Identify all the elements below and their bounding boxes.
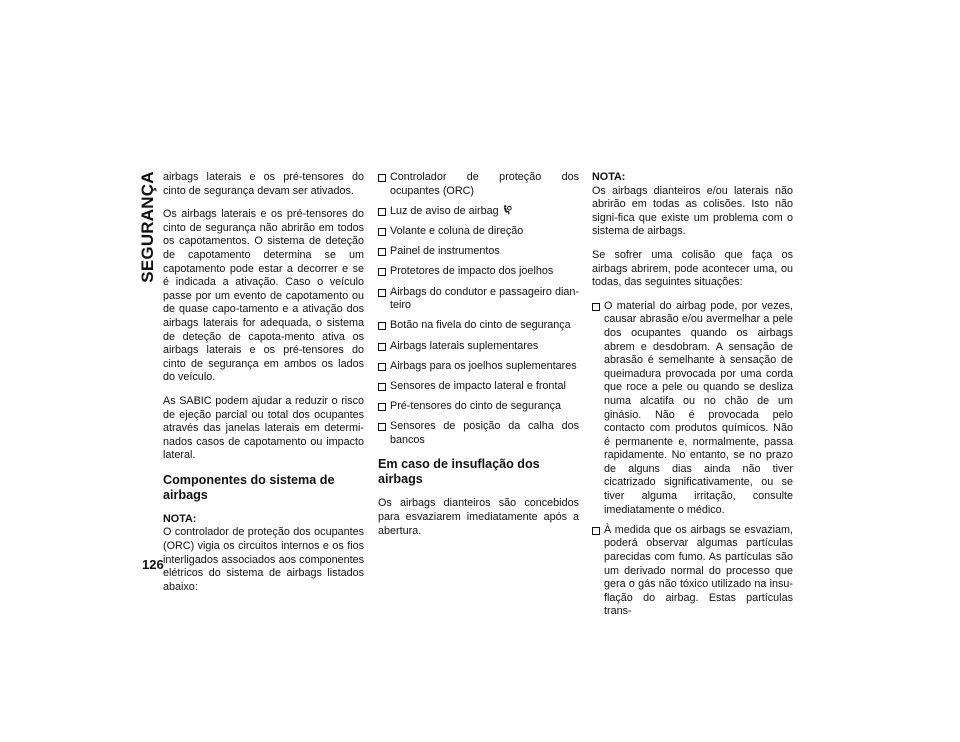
list-item: Sensores de impacto lateral e frontal xyxy=(378,380,579,394)
list-item: Protetores de impacto dos joelhos xyxy=(378,265,579,279)
list-item: O material do airbag pode, por vezes, causar abrasão e/ou avermelhar a pele dos ocupantes quando os airbags abrem e desdobram. A sensação de abrasão é semelhante à sensação de queimadura provocada por uma corda que roce a pele ou quando se desliza numa alcatifa ou no chão de um ginásio. Não é provocada pelo contacto com produtos químicos. Não é permanente e, normalmente, passa rapidamente. No entanto, se no prazo de alguns dias ainda não tiver cicatrizado significativamente, ou se tiver alguma irritação, consulte imediatamente o médico. xyxy=(592,300,793,518)
note-label: NOTA: xyxy=(592,171,626,183)
section-heading: Componentes do sistema de airbags xyxy=(163,472,335,502)
situations-list xyxy=(592,300,793,619)
bullet-box-icon xyxy=(378,363,386,371)
paragraph: airbags laterais e os pré-tensores do cinto de segurança devam ser ativados. xyxy=(163,171,364,197)
list-item: Pré-tensores do cinto de segurança xyxy=(378,400,579,414)
list-item: Airbags laterais suplementares xyxy=(378,340,579,354)
bullet-box-icon xyxy=(378,322,386,330)
list-item: Botão na fivela do cinto de segurança xyxy=(378,319,579,333)
list-item: Airbags do condutor e passageiro dian-teiro xyxy=(378,286,579,313)
paragraph: Os airbags dianteiros são concebidos para esvaziarem imediatamente após a abertura. xyxy=(378,497,579,537)
note-text: Os airbags dianteiros e/ou laterais não abrirão em todas as colisões. Isto não signi-fica que existe um problema com o sistema de airbags. xyxy=(592,184,793,238)
note xyxy=(163,513,364,595)
note-label: NOTA: xyxy=(163,512,197,525)
bullet-box-icon xyxy=(592,303,600,311)
list-item: Airbags para os joelhos suplementares xyxy=(378,360,579,374)
list-item: Painel de instrumentos xyxy=(378,245,579,259)
column-2 xyxy=(378,171,579,548)
bullet-box-icon xyxy=(378,174,386,182)
bullet-box-icon xyxy=(378,268,386,276)
bullet-box-icon xyxy=(378,208,386,216)
bullet-box-icon xyxy=(378,403,386,411)
list-item: À medida que os airbags se esvaziam, poderá observar algumas partículas parecidas com fumo. As partículas são um derivado normal do processo que gera o gás não tóxico utilizado na insu-flação do airbag. Estas partículas trans- xyxy=(592,524,793,619)
note xyxy=(592,171,793,239)
section-heading: Em caso de insuflação dos airbags xyxy=(378,457,540,487)
bullet-box-icon xyxy=(378,248,386,256)
list-item: Volante e coluna de direção xyxy=(378,225,579,239)
paragraph: Os airbags laterais e os pré-tensores do cinto de segurança não abrirão em todos os capotamentos. O sistema de deteção de capotamento determina se um capotamento pode estar a decorrer e se é indicada a ativação. Caso o veículo passe por um evento de capotamento ou de quase capo-tamento e a ativação dos airbags laterais for adequada, o sistema de deteção de capota-mento ativa os airbags laterais e os pré-tensores do cinto de segurança em ambos os lados do veículo. xyxy=(163,208,364,384)
bullet-box-icon xyxy=(378,289,386,297)
paragraph: As SABIC podem ajudar a reduzir o risco de ejeção parcial ou total dos ocupantes através das janelas laterais em determi-nados casos de capotamento ou impacto lateral. xyxy=(163,394,364,462)
bullet-box-icon xyxy=(378,423,386,431)
bullet-box-icon xyxy=(378,343,386,351)
note-text: O controlador de proteção dos ocupantes (ORC) vigia os circuitos internos e os fios interligados associados aos componentes elétricos do sistema de airbags listados abaixo: xyxy=(163,526,364,593)
column-1 xyxy=(163,171,364,604)
list-item: Luz de aviso de airbag xyxy=(378,205,579,219)
list-item: Controlador de proteção dos ocupantes (ORC) xyxy=(378,171,579,198)
page-number: 126 xyxy=(142,557,164,572)
bullet-box-icon xyxy=(378,383,386,391)
section-tab-label: SEGURANÇA xyxy=(138,171,157,283)
bullet-box-icon xyxy=(378,228,386,236)
airbag-warning-icon xyxy=(502,205,512,215)
column-3 xyxy=(592,171,793,629)
components-list xyxy=(378,171,579,447)
bullet-box-icon xyxy=(592,527,600,535)
paragraph: Se sofrer uma colisão que faça os airbags abrirem, pode acontecer uma, ou todas, das seguintes situações: xyxy=(592,248,793,289)
section-side-tab xyxy=(137,172,159,282)
list-item: Sensores de posição da calha dos bancos xyxy=(378,420,579,447)
